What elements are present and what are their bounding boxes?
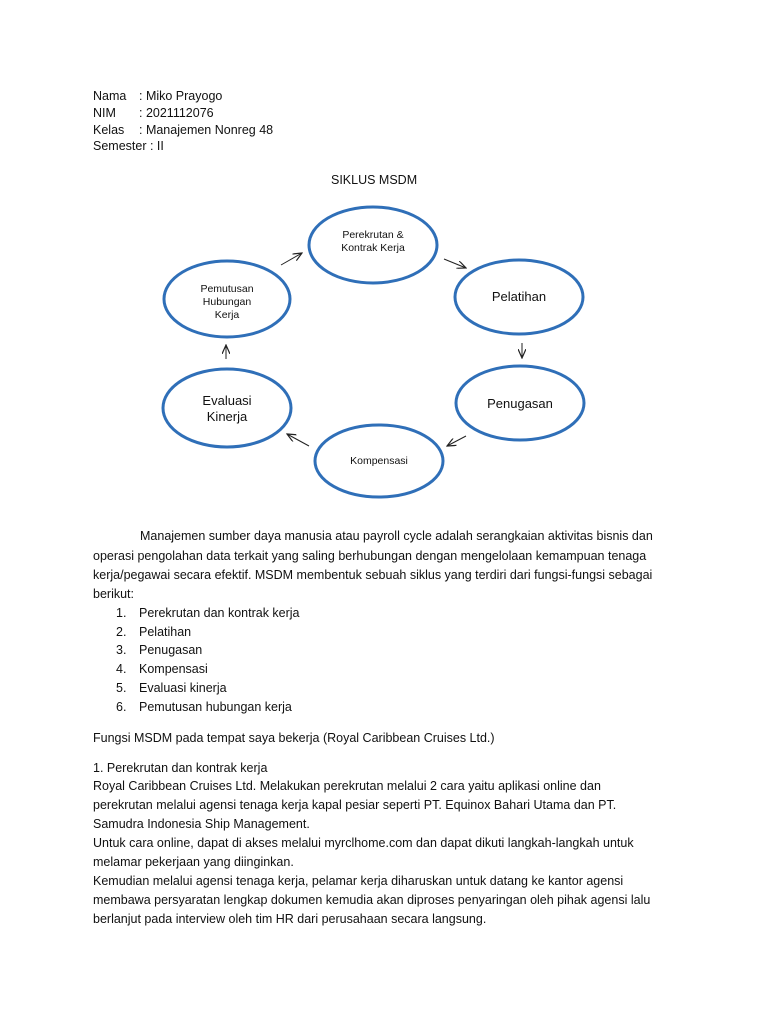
section-line-7: membawa persyaratan lengkap dokumen kemudia akan diproses penyaringan oleh pihak agensi lalu (93, 893, 651, 907)
section-line-3: Samudra Indonesia Ship Management. (93, 817, 310, 831)
intro-line-3: kerja/pegawai secara efektif. MSDM membentuk sebuah siklus yang terdiri dari fungsi-fungsi sebagai (93, 568, 653, 582)
intro-line-1: Manajemen sumber daya manusia atau payroll cycle adalah serangkaian aktivitas bisnis dan (140, 529, 653, 543)
label-perekrutan: Perekrutan & Kontrak Kerja (341, 229, 405, 255)
nama-label: Nama (93, 89, 127, 103)
list-number: 3. (116, 643, 127, 657)
list-number: 4. (116, 662, 127, 676)
list-item (0, 698, 768, 716)
section-line-5: melamar pekerjaan yang diinginkan. (93, 855, 294, 869)
label-evaluasi: Evaluasi Kinerja (202, 393, 252, 425)
nim-value: : 2021112076 (139, 106, 214, 120)
section-line-4: Untuk cara online, dapat di akses melalui myrclhome.com dan dapat dikuti langkah-langkah untuk (93, 836, 634, 850)
list-text: Evaluasi kinerja (139, 681, 227, 695)
list-text: Kompensasi (139, 662, 208, 676)
list-item (0, 641, 768, 659)
label-kompensasi: Kompensasi (350, 455, 408, 467)
nim-label: NIM (93, 106, 116, 120)
list-number: 1. (116, 606, 127, 620)
list-number: 2. (116, 625, 127, 639)
section-title: Fungsi MSDM pada tempat saya bekerja (Royal Caribbean Cruises Ltd.) (93, 731, 495, 745)
kelas-label: Kelas (93, 123, 125, 137)
list-text: Penugasan (139, 643, 203, 657)
list-text: Pelatihan (139, 625, 192, 639)
intro-line-4: berikut: (93, 587, 134, 601)
kelas-value: : Manajemen Nonreg 48 (139, 123, 274, 137)
semester-line: Semester : II (93, 139, 164, 153)
section-line-2: perekrutan melalui agensi tenaga kerja kapal pesiar seperti PT. Equinox Bahari Utama dan PT. (93, 798, 617, 812)
section-line-1: Royal Caribbean Cruises Ltd. Melakukan perekrutan melalui 2 cara yaitu aplikasi online dan (93, 779, 601, 793)
label-pemutusan: Pemutusan Hubungan Kerja (200, 283, 254, 322)
list-item (0, 660, 768, 678)
nama-value: : Miko Prayogo (139, 89, 223, 103)
diagram-title: SIKLUS MSDM (331, 173, 418, 187)
section-subtitle: 1. Perekrutan dan kontrak kerja (93, 761, 268, 775)
list-number: 6. (116, 700, 127, 714)
section-line-6: Kemudian melalui agensi tenaga kerja, pelamar kerja diharuskan untuk datang ke kantor agensi (93, 874, 624, 888)
list-text: Perekrutan dan kontrak kerja (139, 606, 300, 620)
arrow-kompensasi-evaluasi (287, 434, 309, 446)
section-line-8: berlanjut pada interview oleh tim HR dari perusahaan secara langsung. (93, 912, 487, 926)
label-penugasan: Penugasan (487, 396, 553, 411)
list-item (0, 623, 768, 641)
intro-line-2: operasi pengolahan data terkait yang saling berhubungan dengan mengelolaan kemampuan tenaga (93, 549, 647, 563)
list-text: Pemutusan hubungan kerja (139, 700, 292, 714)
list-number: 5. (116, 681, 127, 695)
label-pelatihan: Pelatihan (491, 289, 547, 304)
list-item (0, 604, 768, 622)
arrow-penugasan-kompensasi (447, 436, 466, 446)
list-item (0, 679, 768, 697)
arrow-pemutusan-rekrut (281, 253, 302, 265)
arrow-rekrut-pelatihan (444, 259, 466, 268)
